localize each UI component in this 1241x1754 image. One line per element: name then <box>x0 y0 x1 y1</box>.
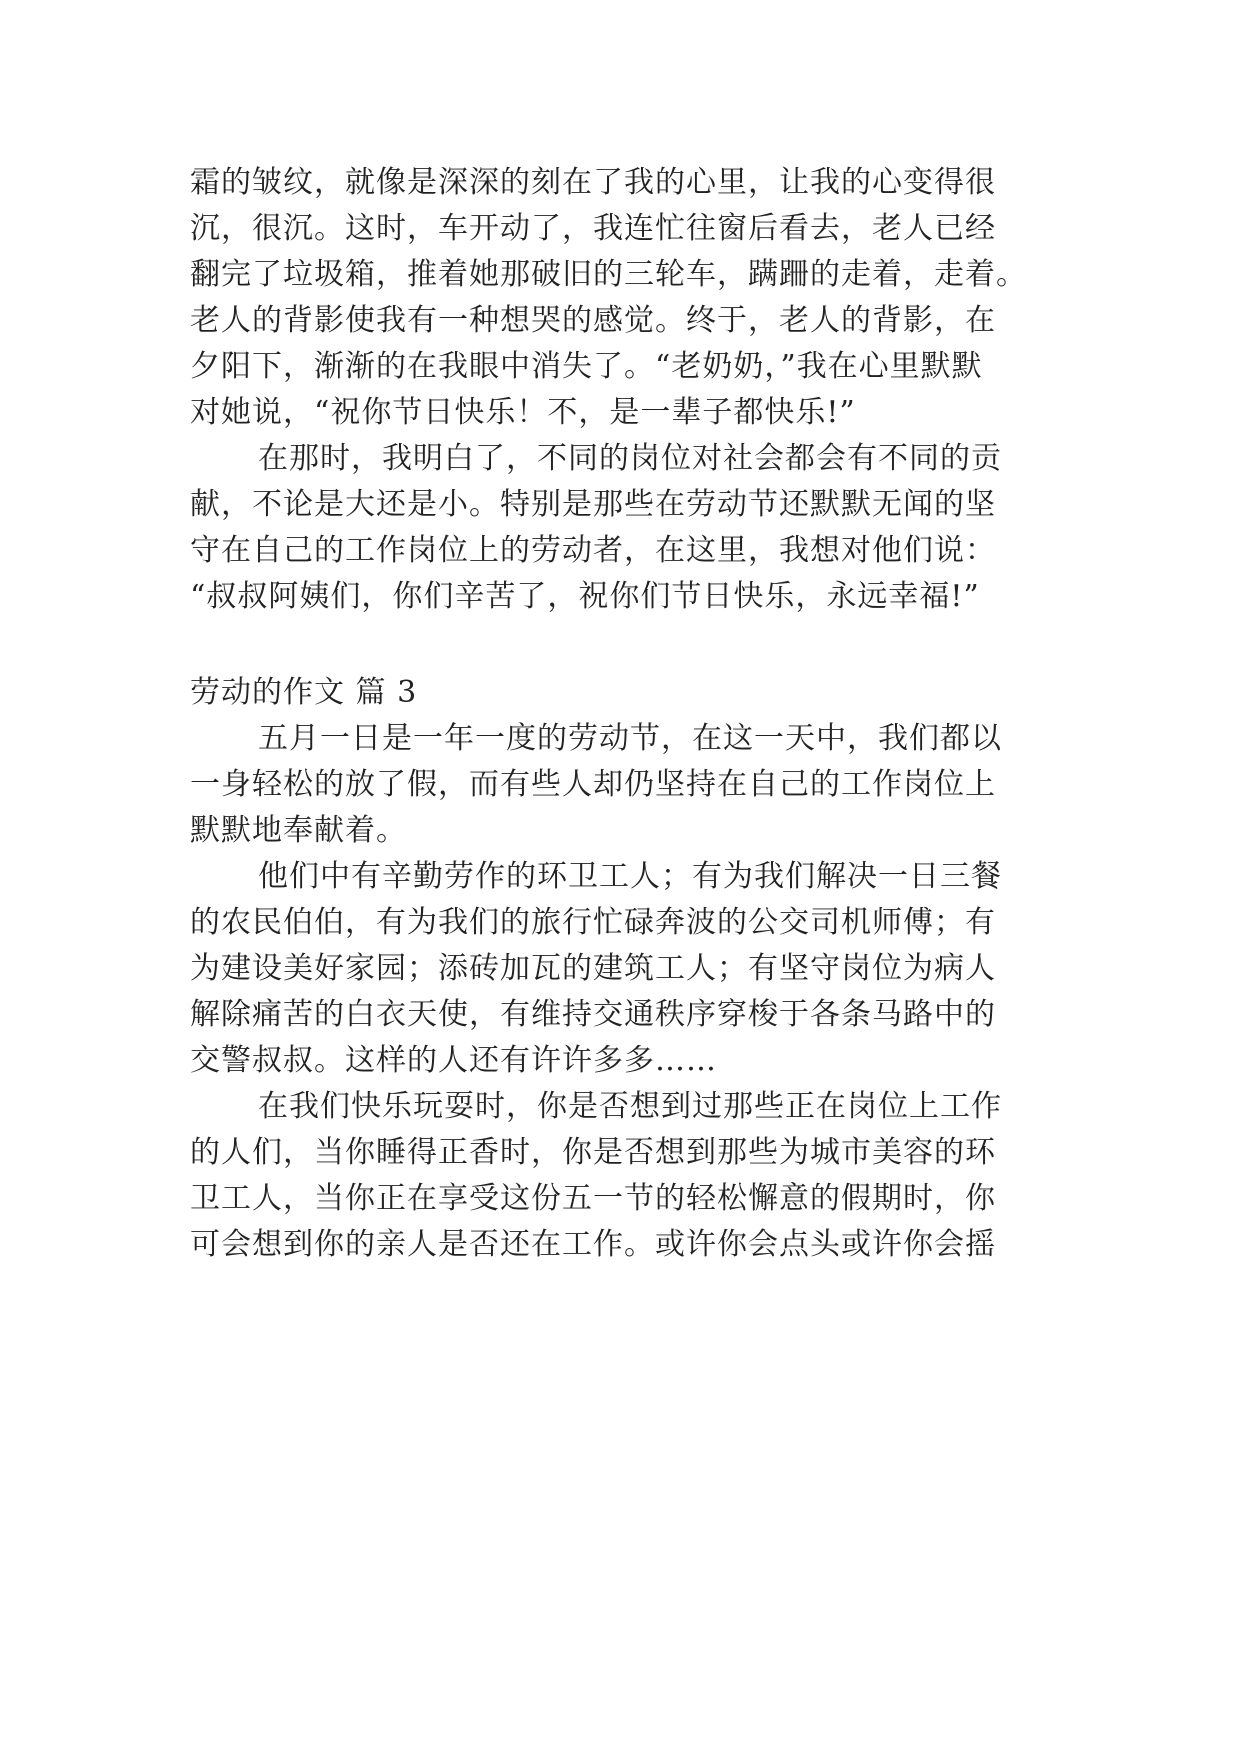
text-line: 在那时，我明白了，不同的岗位对社会都会有不同的贡 <box>258 441 1002 476</box>
text-line: 的农民伯伯，有为我们的旅行忙碌奔波的公交司机师傅；有 <box>190 905 996 940</box>
text-line: 交警叔叔。这样的人还有许许多多…… <box>190 1043 717 1078</box>
paragraph-4 <box>190 854 1060 1084</box>
text-line: 卫工人，当你正在享受这份五一节的轻松懈意的假期时，你 <box>190 1181 996 1216</box>
section-spacer <box>190 620 1060 666</box>
section-title: 劳动的作文 篇 3 <box>190 675 418 710</box>
text-line: 沉，很沉。这时，车开动了，我连忙往窗后看去，老人已经 <box>190 211 996 246</box>
paragraph-1 <box>190 160 1060 436</box>
text-line: 在我们快乐玩耍时，你是否想到过那些正在岗位上工作 <box>258 1089 1002 1124</box>
text-line: 他们中有辛勤劳作的环卫工人；有为我们解决一日三餐 <box>258 859 1002 894</box>
text-line: “叔叔阿姨们，你们辛苦了，祝你们节日快乐，永远幸福!” <box>190 579 980 614</box>
document-body <box>190 160 1060 1268</box>
text-line: 老人的背影使我有一种想哭的感觉。终于，老人的背影，在 <box>190 303 996 338</box>
text-line: 可会想到你的亲人是否还在工作。或许你会点头或许你会摇 <box>190 1227 996 1262</box>
text-line: 为建设美好家园；添砖加瓦的建筑工人；有坚守岗位为病人 <box>190 951 996 986</box>
text-line: 的人们，当你睡得正香时，你是否想到那些为城市美容的环 <box>190 1135 996 1170</box>
text-line: 翻完了垃圾箱，推着她那破旧的三轮车，蹒跚的走着，走着。 <box>190 257 1027 292</box>
essay-continuation <box>190 160 1060 620</box>
essay-section-3 <box>190 716 1060 1268</box>
text-line: 一身轻松的放了假，而有些人却仍坚持在自己的工作岗位上 <box>190 767 996 802</box>
text-line: 守在自己的工作岗位上的劳动者，在这里，我想对他们说： <box>190 533 996 568</box>
text-line: 夕阳下，渐渐的在我眼中消失了。“老奶奶，”我在心里默默 <box>190 349 983 384</box>
text-line: 献，不论是大还是小。特别是那些在劳动节还默默无闻的坚 <box>190 487 996 522</box>
paragraph-5 <box>190 1084 1060 1268</box>
text-line: 对她说，“祝你节日快乐！不，是一辈子都快乐!” <box>190 395 856 430</box>
text-line: 霜的皱纹，就像是深深的刻在了我的心里，让我的心变得很 <box>190 165 996 200</box>
paragraph-3 <box>190 716 1060 854</box>
text-line: 五月一日是一年一度的劳动节，在这一天中，我们都以 <box>258 721 1002 756</box>
text-line: 默默地奉献着。 <box>190 813 407 848</box>
paragraph-2 <box>190 436 1060 620</box>
text-line: 解除痛苦的白衣天使，有维持交通秩序穿梭于各条马路中的 <box>190 997 996 1032</box>
